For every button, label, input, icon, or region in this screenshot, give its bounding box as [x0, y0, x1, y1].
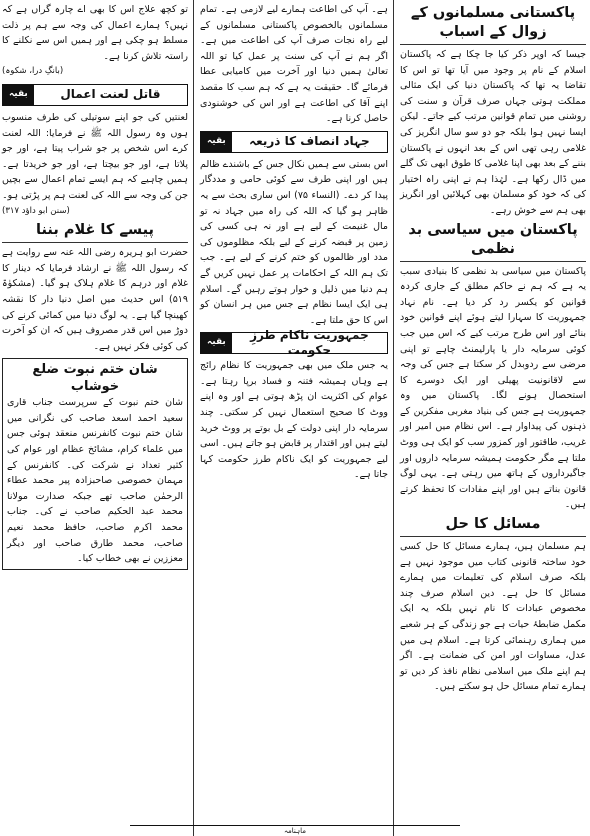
citation: (بانگِ درا، شکوہ)	[2, 66, 64, 77]
continuation-badge: بقیہ	[201, 333, 232, 353]
continuation-badge: بقیہ	[201, 132, 232, 152]
heading-slave-of-money: پیسے کا غلام بننا	[2, 221, 188, 243]
heading-decline-causes: پاکستانی مسلمانوں کے زوال کے اسباب	[400, 4, 586, 45]
continuation-badge: بقیہ	[3, 85, 34, 105]
paragraph-democracy: یہ جس ملک میں بھی جمہوریت کا نظام رائج ہے وہاں ہمیشہ فتنہ و فساد برپا رہتا ہے۔ عوام کی اکثریت ان پڑھ ہوتی ہے اور وہ اپنے ووٹ کا صحیح استعمال نہیں کر سکتی۔ چند سرمایہ دار اپنی دولت کے بل بوتے پر ووٹ خرید لیتے ہیں اور اقتدار پر قابض ہو جاتے ہیں۔ اسی لیے جمہوریت کو ایک ناکام طرز حکومت کہا جاتا ہے۔	[200, 360, 388, 481]
column-divider	[193, 0, 194, 836]
subheading-democracy: بقیہ جمہوریت ناکام طرزِ حکومت	[200, 332, 388, 354]
page-footer: ماہنامہ	[130, 825, 460, 836]
paragraph-jihad: اس بستی سے ہمیں نکال جس کے باشندے ظالم ہیں اور اپنی طرف سے کوئی حامی و مددگار پیدا کر دے۔ (النساء ۷۵) اس ساری بحث سے یہ ظاہر ہو گیا کہ اللہ کی راہ میں جہاد نہ تو مال غنیمت کے لیے ہے اور نہ ہی کسی کی زمین پر قبضہ کرنے کے لیے بلکہ مظلوموں کی مدد اور ظالموں کو ختم کرنے کے لیے ہے۔ جب تک ہم اللہ کے احکامات پر عمل نہیں کریں گے ہم دنیا میں ذلیل و خوار ہوتے رہیں گے۔ اسلام ہی ایک ایسا نظام ہے جس میں ہر انسان کو اس کا حق ملتا ہے۔	[200, 158, 388, 326]
news-box-title: شان ختم نبوت ضلع خوشاب	[32, 362, 158, 395]
paragraph-political: پاکستان میں سیاسی بد نظمی کا بنیادی سبب یہ ہے کہ ہم نے حاکم مطلق کے جاری کردہ قوانین کو یکسر رد کر دیا ہے۔ نام نہاد جمہوریت کا سہارا لیتے ہوئے اپنے قوانین خود بنائے اور اس طرح مرتب کیے کہ اس میں جب کوئی سرمایہ دار یا پارلیمنٹ چاہے تو اپنی مرضی سے ردوبدل کر سکتا ہے جس کی وجہ سے لاقانونیت پھیلی اور ایک دوسرے کا استحصال ہونے لگا۔ پاکستان میں وہ جمہوریت ہے جس کی بنیاد مغربی مفکرین کے ذہنوں کی پیداوار ہے۔ اس نظام میں امیر اور غریب، طاقتور اور کمزور سب کو ایک ہی ووٹ ملتا ہے مگر حکومت ہمیشہ سرمایہ داروں اور جاگیرداروں کے ہاتھ میں رہتی ہے۔ یہی لوگ قانون بناتے ہیں اور اپنے مفادات کا تحفظ کرتے ہیں۔	[400, 265, 586, 511]
paragraph-solution: ہم مسلمان ہیں، ہمارے مسائل کا حل کسی خود ساختہ قانونی کتاب میں موجود نہیں ہے بلکہ صرف اسلام کی تعلیمات میں ہمارے مسائل کا حل ہے۔ دین اسلام صرف چند مخصوص عبادات کا نام نہیں بلکہ یہ ایک مکمل ضابطۂ حیات ہے جو زندگی کے ہر شعبے میں ہماری رہنمائی کرتا ہے۔ اسلام ہی میں عدل، مساوات اور امن کی ضمانت ہے۔ اگر ہم اپنے ملک میں اسلامی نظام نافذ کر دیں تو ہمارے تمام مسائل حل ہو سکتے ہیں۔	[400, 541, 586, 693]
paragraph-curse: لعنتیں کی جو اپنے سوتیلی کی طرف منسوب ہوں وہ رسول اللہ ﷺ نے فرمایا: اللہ لعنت کرے اس شخص پر جو شراب پیتا ہے، اور جو پلاتا ہے، اور جو بیچتا ہے، اور جو خریدتا ہے۔ ہمیں چاہیے کہ ہم ایسے تمام اعمال سے بچیں جن کی وجہ سے اللہ کی لعنت ہم پر پڑتی ہو۔	[2, 111, 188, 201]
subheading-curse-deeds: بقیہ قاتل لعنت اعمال	[2, 84, 188, 106]
column-divider	[393, 0, 394, 836]
paragraph-money: حضرت ابو ہریرہ رضی اللہ عنہ سے روایت ہے کہ رسول اللہ ﷺ نے ارشاد فرمایا کہ دینار کا غلام اور درہم کا غلام ہلاک ہو گیا۔ (مشکوٰۃ ۵۱۹) اس حدیث میں اصل دنیا دار کا نقشہ کھینچا گیا ہے۔ یہ لوگ دنیا میں کمائی کرنے کی دوڑ میں اس قدر مصروف ہیں کہ ان کو آخرت کی کوئی فکر نہیں ہے۔	[2, 247, 188, 352]
citation: (سنن ابو داؤد ۳۱۷)	[2, 205, 70, 216]
column-right	[396, 0, 590, 836]
paragraph-remedy: تو کچھ علاج اس کا بھی اے چارہ گراں ہے کہ نہیں؟ ہمارے اعمال کی وجہ سے ہم پر ذلت مسلط ہو چکی ہے اور ہمیں اس سے نکلنے کا راستہ تلاش کرنا ہے۔	[2, 4, 188, 62]
column-left	[0, 0, 192, 836]
news-box	[2, 358, 188, 570]
column-middle	[196, 0, 392, 836]
subheading-jihad: بقیہ جہاد انصاف کا ذریعہ	[200, 131, 388, 153]
news-box-body: شان ختم نبوت کے سرپرست جناب قاری سعید احمد اسعد صاحب کی نگرانی میں شان ختم نبوت کانفرنس منعقد ہوئی جس میں علماء کرام، مشائخ عظام اور عوام کی کثیر تعداد نے شرکت کی۔ کانفرنس کے مہمان خصوصی صاحبزادہ پیر محمد عطاء الرحمٰن صاحب تھے جبکہ صدارت مولانا محمد عبد الحکیم صاحب نے کی۔ جناب محمد اکرم صاحب، حافظ محمد نعیم صاحب، محمد طارق صاحب اور دیگر معززین نے بھی خطاب کیا۔	[7, 397, 183, 565]
heading-political-disorder: پاکستان میں سیاسی بد نظمی	[400, 221, 586, 262]
paragraph-decline: جیسا کہ اوپر ذکر کیا جا چکا ہے کہ پاکستان اسلام کے نام پر وجود میں آیا تھا تو اس کا تقاضا یہ تھا کہ پاکستان دنیا کی ایک مثالی مملکت ہوتی جہاں صرف قرآن و سنت کی روشنی میں تمام قوانین مرتب کیے جاتے۔ لیکن ایسا نہیں ہوا بلکہ جو دو سو سال انگریز کی غلامی رہی تھی اس کے بعد انہوں نے پاکستان بننے کے بعد بھی اپنا غلامی کا طوق ابھی تک گلے میں ڈال رکھا ہے۔ لہٰذا ہم نے اپنی راہ اختیار کی کہ خود کو مسلمان بھی کہلائیں اور انگریز بھی ہم سے خوش رہے۔	[400, 49, 586, 216]
heading-solution: مسائل کا حل	[400, 515, 586, 537]
paragraph-obedience: ہے۔ آپ کی اطاعت ہمارے لیے لازمی ہے۔ تمام مسلمانوں بالخصوص پاکستانی مسلمانوں کے لیے راہ نجات صرف آپ کی اطاعت میں ہے۔ اگر ہم نے آپ کی سنت پر عمل کیا تو اللہ تعالیٰ ہمیں دنیا اور آخرت میں کامیابی عطا فرمائے گا۔ حقیقت یہ ہے کہ ہم سب کا مقصد اپنے آقا کی اطاعت ہے اور اس کی خوشنودی حاصل کرنا ہے۔	[200, 4, 388, 125]
